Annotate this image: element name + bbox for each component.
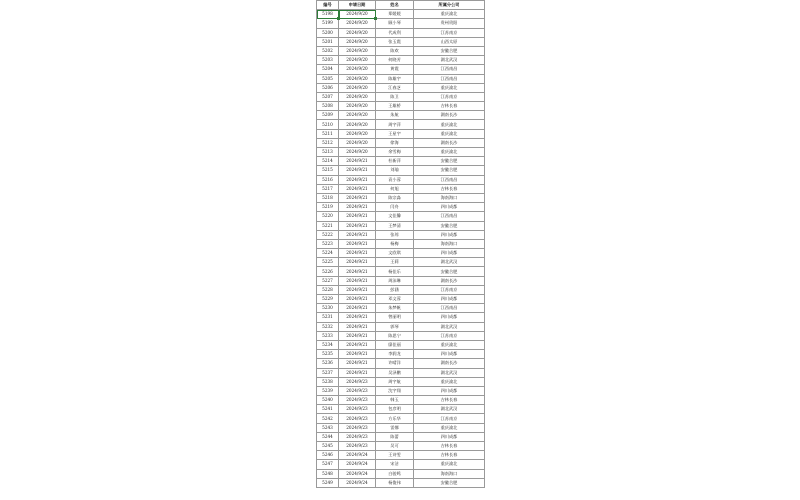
cell-name[interactable]: 周沫琳 — [376, 276, 414, 285]
cell-id[interactable]: 5244 — [317, 432, 339, 441]
cell-name[interactable]: 刘瑜 — [376, 166, 414, 175]
table-row — [317, 65, 485, 74]
table-row — [317, 432, 485, 441]
cell-id[interactable]: 5229 — [317, 295, 339, 304]
cell-date[interactable]: 2024/9/20 — [339, 92, 376, 101]
cell-name[interactable]: 袁小蓉 — [376, 175, 414, 184]
cell-branch[interactable]: 湖南长沙 — [414, 111, 485, 120]
spreadsheet — [316, 0, 484, 488]
cell-name[interactable]: 陈宗淼 — [376, 193, 414, 202]
cell-id[interactable]: 5247 — [317, 460, 339, 469]
header-row — [317, 1, 485, 10]
cell-name[interactable]: 廖佳丽 — [376, 340, 414, 349]
cell-id[interactable]: 5237 — [317, 368, 339, 377]
cell-date[interactable]: 2024/9/23 — [339, 432, 376, 441]
cell-date[interactable]: 2024/9/21 — [339, 230, 376, 239]
cell-branch[interactable]: 四川成都 — [414, 295, 485, 304]
cell-date[interactable]: 2024/9/21 — [339, 313, 376, 322]
header-branch[interactable]: 所属分公司 — [414, 1, 485, 10]
cell-branch[interactable]: 江西南昌 — [414, 304, 485, 313]
cell-name[interactable]: 杨佳乐 — [376, 267, 414, 276]
cell-id[interactable]: 5249 — [317, 478, 339, 487]
cell-name[interactable]: 王雄桥 — [376, 102, 414, 111]
cell-name[interactable]: 黄霞 — [376, 65, 414, 74]
table-row — [317, 212, 485, 221]
cell-id[interactable]: 5228 — [317, 285, 339, 294]
cell-branch[interactable]: 重庆渝北 — [414, 10, 485, 19]
cell-branch[interactable]: 江苏南京 — [414, 331, 485, 340]
cell-date[interactable]: 2024/9/20 — [339, 111, 376, 120]
table-row — [317, 460, 485, 469]
header-name[interactable]: 姓名 — [376, 1, 414, 10]
cell-name[interactable]: 朱航 — [376, 111, 414, 120]
cell-name[interactable]: 闫舟 — [376, 203, 414, 212]
cell-name[interactable]: 许晴洋 — [376, 359, 414, 368]
cell-date[interactable]: 2024/9/21 — [339, 276, 376, 285]
cell-id[interactable]: 5243 — [317, 423, 339, 432]
cell-branch[interactable]: 四川成都 — [414, 249, 485, 258]
cell-name[interactable]: 王星宇 — [376, 129, 414, 138]
cell-date[interactable]: 2024/9/23 — [339, 386, 376, 395]
cell-branch[interactable]: 四川成都 — [414, 230, 485, 239]
cell-date[interactable]: 2024/9/24 — [339, 460, 376, 469]
table-row — [317, 469, 485, 478]
cell-date[interactable]: 2024/9/20 — [339, 10, 376, 19]
cell-id[interactable]: 5242 — [317, 414, 339, 423]
cell-branch[interactable]: 重庆渝北 — [414, 120, 485, 129]
cell-date[interactable]: 2024/9/21 — [339, 285, 376, 294]
cell-date[interactable]: 2024/9/21 — [339, 304, 376, 313]
cell-branch[interactable]: 江西南昌 — [414, 65, 485, 74]
table-row — [317, 368, 485, 377]
cell-id[interactable]: 5241 — [317, 405, 339, 414]
cell-date[interactable]: 2024/9/20 — [339, 65, 376, 74]
cell-date[interactable]: 2024/9/21 — [339, 212, 376, 221]
cell-branch[interactable]: 江苏南京 — [414, 28, 485, 37]
cell-name[interactable]: 吴泽鹏 — [376, 368, 414, 377]
table-row — [317, 478, 485, 487]
cell-branch[interactable]: 海南海口 — [414, 193, 485, 202]
table-row — [317, 157, 485, 166]
cell-id[interactable]: 5221 — [317, 221, 339, 230]
table-row — [317, 304, 485, 313]
cell-date[interactable]: 2024/9/23 — [339, 377, 376, 386]
cell-id[interactable]: 5205 — [317, 74, 339, 83]
cell-date[interactable]: 2024/9/21 — [339, 331, 376, 340]
header-id[interactable]: 编号 — [317, 1, 339, 10]
data-table — [316, 0, 485, 488]
cell-name[interactable]: 李润龙 — [376, 350, 414, 359]
cell-branch[interactable]: 重庆渝北 — [414, 377, 485, 386]
cell-id[interactable]: 5236 — [317, 359, 339, 368]
cell-id[interactable]: 5230 — [317, 304, 339, 313]
table-row — [317, 423, 485, 432]
cell-id[interactable]: 5235 — [317, 350, 339, 359]
table-row — [317, 184, 485, 193]
cell-id[interactable]: 5225 — [317, 258, 339, 267]
cell-name[interactable]: 陈蕾 — [376, 432, 414, 441]
table-row — [317, 10, 485, 19]
cell-branch[interactable]: 吉林长春 — [414, 442, 485, 451]
cell-date[interactable]: 2024/9/20 — [339, 83, 376, 92]
cell-date[interactable]: 2024/9/21 — [339, 368, 376, 377]
fill-handle[interactable] — [337, 17, 340, 20]
cell-date[interactable]: 2024/9/23 — [339, 442, 376, 451]
table-row — [317, 175, 485, 184]
cell-name[interactable]: 王梦清 — [376, 221, 414, 230]
cell-branch[interactable]: 江西南昌 — [414, 175, 485, 184]
cell-id[interactable]: 5207 — [317, 92, 339, 101]
cell-branch[interactable]: 安徽合肥 — [414, 267, 485, 276]
table-row — [317, 239, 485, 248]
cell-date[interactable]: 2024/9/21 — [339, 267, 376, 276]
cell-date[interactable]: 2024/9/21 — [339, 166, 376, 175]
table-row — [317, 129, 485, 138]
table-row — [317, 203, 485, 212]
cell-name[interactable]: 徐海 — [376, 138, 414, 147]
cell-date[interactable]: 2024/9/21 — [339, 157, 376, 166]
cell-branch[interactable]: 安徽合肥 — [414, 221, 485, 230]
table-row — [317, 451, 485, 460]
cell-date[interactable]: 2024/9/21 — [339, 203, 376, 212]
cell-name[interactable]: 雷娜 — [376, 423, 414, 432]
cell-id[interactable]: 5202 — [317, 46, 339, 55]
cell-branch[interactable]: 江苏南京 — [414, 92, 485, 101]
cell-date[interactable]: 2024/9/20 — [339, 74, 376, 83]
cell-name[interactable]: 白骏鸣 — [376, 469, 414, 478]
cell-name[interactable]: 邓文蓉 — [376, 295, 414, 304]
cell-date[interactable]: 2024/9/21 — [339, 249, 376, 258]
cell-date[interactable]: 2024/9/21 — [339, 239, 376, 248]
cell-id[interactable]: 5245 — [317, 442, 339, 451]
cell-id[interactable]: 5234 — [317, 340, 339, 349]
table-row — [317, 120, 485, 129]
table-row — [317, 285, 485, 294]
cell-branch[interactable]: 重庆渝北 — [414, 460, 485, 469]
table-row — [317, 37, 485, 46]
cell-date[interactable]: 2024/9/23 — [339, 423, 376, 432]
cell-branch[interactable]: 湖北武汉 — [414, 56, 485, 65]
cell-date[interactable]: 2024/9/20 — [339, 120, 376, 129]
cell-name[interactable]: 韩玉 — [376, 396, 414, 405]
cell-branch[interactable]: 重庆渝北 — [414, 129, 485, 138]
table-row — [317, 166, 485, 175]
cell-id[interactable]: 5216 — [317, 175, 339, 184]
cell-name[interactable]: 朱梦帆 — [376, 304, 414, 313]
table-row — [317, 359, 485, 368]
cell-name[interactable]: 文佳馨 — [376, 212, 414, 221]
cell-date[interactable]: 2024/9/20 — [339, 56, 376, 65]
table-row — [317, 267, 485, 276]
cell-date[interactable]: 2024/9/20 — [339, 148, 376, 157]
cell-name[interactable]: 郑媛媛 — [376, 10, 414, 19]
cell-branch[interactable]: 湖南长沙 — [414, 359, 485, 368]
cell-name[interactable]: 顾小琴 — [376, 19, 414, 28]
table-row — [317, 83, 485, 92]
cell-name[interactable]: 曾丽明 — [376, 313, 414, 322]
table-row — [317, 350, 485, 359]
cell-id[interactable]: 5208 — [317, 102, 339, 111]
cell-date[interactable]: 2024/9/20 — [339, 102, 376, 111]
cell-id[interactable]: 5222 — [317, 230, 339, 239]
cell-id[interactable]: 5209 — [317, 111, 339, 120]
cell-branch[interactable]: 安徽合肥 — [414, 157, 485, 166]
cell-name[interactable]: 陈卫 — [376, 92, 414, 101]
cell-branch[interactable]: 湖北武汉 — [414, 405, 485, 414]
table-row — [317, 46, 485, 55]
cell-branch[interactable]: 湖北武汉 — [414, 322, 485, 331]
table-row — [317, 249, 485, 258]
cell-name[interactable]: 杨俊伟 — [376, 478, 414, 487]
cell-name[interactable]: 文欣琪 — [376, 249, 414, 258]
cell-id[interactable]: 5248 — [317, 469, 339, 478]
cell-id[interactable]: 5198 — [317, 10, 339, 19]
cell-branch[interactable]: 四川成都 — [414, 350, 485, 359]
table-row — [317, 442, 485, 451]
cell-name[interactable]: 吴可 — [376, 442, 414, 451]
cell-branch[interactable]: 湖北武汉 — [414, 368, 485, 377]
cell-date[interactable]: 2024/9/21 — [339, 184, 376, 193]
cell-branch[interactable]: 江苏南京 — [414, 285, 485, 294]
cell-name[interactable]: 何晓芳 — [376, 56, 414, 65]
cell-branch[interactable]: 吉林长春 — [414, 184, 485, 193]
cell-branch[interactable]: 吉林长春 — [414, 102, 485, 111]
cell-id[interactable]: 5219 — [317, 203, 339, 212]
cell-id[interactable]: 5218 — [317, 193, 339, 202]
cell-id[interactable]: 5227 — [317, 276, 339, 285]
cell-id[interactable]: 5201 — [317, 37, 339, 46]
cell-date[interactable]: 2024/9/20 — [339, 28, 376, 37]
cell-date[interactable]: 2024/9/24 — [339, 451, 376, 460]
cell-branch[interactable]: 吉林长春 — [414, 451, 485, 460]
cell-date[interactable]: 2024/9/21 — [339, 221, 376, 230]
cell-branch[interactable]: 四川成都 — [414, 386, 485, 395]
cell-branch[interactable]: 江苏南京 — [414, 414, 485, 423]
cell-date[interactable]: 2024/9/21 — [339, 295, 376, 304]
cell-id[interactable]: 5214 — [317, 157, 339, 166]
cell-id[interactable]: 5220 — [317, 212, 339, 221]
cell-date[interactable]: 2024/9/20 — [339, 129, 376, 138]
cell-id[interactable]: 5203 — [317, 56, 339, 65]
table-row — [317, 148, 485, 157]
cell-date[interactable]: 2024/9/24 — [339, 478, 376, 487]
table-row — [317, 331, 485, 340]
cell-name[interactable]: 陈思宁 — [376, 331, 414, 340]
cell-branch[interactable]: 安徽合肥 — [414, 46, 485, 55]
cell-id[interactable]: 5211 — [317, 129, 339, 138]
table-row — [317, 377, 485, 386]
table-row — [317, 138, 485, 147]
cell-id[interactable]: 5239 — [317, 386, 339, 395]
cell-date[interactable]: 2024/9/23 — [339, 414, 376, 423]
cell-date[interactable]: 2024/9/20 — [339, 19, 376, 28]
cell-name[interactable]: 方乐华 — [376, 414, 414, 423]
cell-branch[interactable]: 湖北武汉 — [414, 258, 485, 267]
cell-id[interactable]: 5199 — [317, 19, 339, 28]
table-row — [317, 322, 485, 331]
cell-branch[interactable]: 湖南长沙 — [414, 138, 485, 147]
table-row — [317, 313, 485, 322]
cell-name[interactable]: 沈宇翔 — [376, 386, 414, 395]
cell-id[interactable]: 5217 — [317, 184, 339, 193]
cell-branch[interactable]: 四川成都 — [414, 432, 485, 441]
cell-name[interactable]: 宋洁 — [376, 460, 414, 469]
table-row — [317, 111, 485, 120]
cell-name[interactable]: 杨梅 — [376, 239, 414, 248]
cell-branch[interactable]: 安徽合肥 — [414, 166, 485, 175]
cell-id[interactable]: 5213 — [317, 148, 339, 157]
cell-name[interactable]: 代成利 — [376, 28, 414, 37]
fill-handle[interactable] — [374, 17, 377, 20]
cell-branch[interactable]: 山西太原 — [414, 37, 485, 46]
cell-date[interactable]: 2024/9/23 — [339, 396, 376, 405]
cell-date[interactable]: 2024/9/20 — [339, 37, 376, 46]
table-row — [317, 102, 485, 111]
cell-name[interactable]: 包彦明 — [376, 405, 414, 414]
table-row — [317, 405, 485, 414]
cell-name[interactable]: 彭涵 — [376, 285, 414, 294]
cell-date[interactable]: 2024/9/21 — [339, 350, 376, 359]
cell-branch[interactable]: 安徽合肥 — [414, 478, 485, 487]
cell-branch[interactable]: 贵州贵阳 — [414, 19, 485, 28]
table-row — [317, 258, 485, 267]
cell-id[interactable]: 5200 — [317, 28, 339, 37]
cell-name[interactable]: 王莉 — [376, 258, 414, 267]
table-row — [317, 56, 485, 65]
table-row — [317, 295, 485, 304]
cell-name[interactable]: 杜新萍 — [376, 157, 414, 166]
cell-id[interactable]: 5240 — [317, 396, 339, 405]
cell-id[interactable]: 5206 — [317, 83, 339, 92]
table-row — [317, 28, 485, 37]
cell-id[interactable]: 5232 — [317, 322, 339, 331]
cell-date[interactable]: 2024/9/20 — [339, 138, 376, 147]
table-row — [317, 396, 485, 405]
cell-branch[interactable]: 海南海口 — [414, 239, 485, 248]
cell-date[interactable]: 2024/9/23 — [339, 405, 376, 414]
cell-date[interactable]: 2024/9/21 — [339, 193, 376, 202]
cell-name[interactable]: 张玉霞 — [376, 37, 414, 46]
cell-id[interactable]: 5238 — [317, 377, 339, 386]
table-row — [317, 19, 485, 28]
cell-branch[interactable]: 四川成都 — [414, 203, 485, 212]
table-row — [317, 340, 485, 349]
cell-date[interactable]: 2024/9/21 — [339, 175, 376, 184]
cell-branch[interactable]: 重庆渝北 — [414, 148, 485, 157]
cell-branch[interactable]: 江西南昌 — [414, 74, 485, 83]
table-row — [317, 276, 485, 285]
cell-id[interactable]: 5224 — [317, 249, 339, 258]
table-row — [317, 386, 485, 395]
table-row — [317, 230, 485, 239]
cell-date[interactable]: 2024/9/21 — [339, 359, 376, 368]
table-row — [317, 414, 485, 423]
cell-branch[interactable]: 重庆渝北 — [414, 340, 485, 349]
cell-name[interactable]: 周宇萍 — [376, 120, 414, 129]
cell-date[interactable]: 2024/9/20 — [339, 46, 376, 55]
table-row — [317, 221, 485, 230]
cell-id[interactable]: 5210 — [317, 120, 339, 129]
cell-name[interactable]: 陈欢 — [376, 46, 414, 55]
cell-name[interactable]: 何旭 — [376, 184, 414, 193]
cell-id[interactable]: 5223 — [317, 239, 339, 248]
cell-name[interactable]: 周宇航 — [376, 377, 414, 386]
cell-name[interactable]: 余雪梅 — [376, 148, 414, 157]
cell-date[interactable]: 2024/9/21 — [339, 340, 376, 349]
cell-id[interactable]: 5212 — [317, 138, 339, 147]
cell-name[interactable]: 王诗雯 — [376, 451, 414, 460]
cell-date[interactable]: 2024/9/24 — [339, 469, 376, 478]
cell-id[interactable]: 5226 — [317, 267, 339, 276]
cell-branch[interactable]: 吉林长春 — [414, 396, 485, 405]
table-row — [317, 74, 485, 83]
cell-id[interactable]: 5246 — [317, 451, 339, 460]
cell-name[interactable]: 张琼 — [376, 230, 414, 239]
header-date[interactable]: 申请日期 — [339, 1, 376, 10]
cell-name[interactable]: 陈雄宇 — [376, 74, 414, 83]
cell-branch[interactable]: 江西南昌 — [414, 212, 485, 221]
cell-id[interactable]: 5215 — [317, 166, 339, 175]
cell-id[interactable]: 5233 — [317, 331, 339, 340]
table-row — [317, 193, 485, 202]
cell-date[interactable]: 2024/9/21 — [339, 322, 376, 331]
cell-name[interactable]: 郭琴 — [376, 322, 414, 331]
cell-branch[interactable]: 重庆渝北 — [414, 83, 485, 92]
cell-branch[interactable]: 海南海口 — [414, 469, 485, 478]
cell-branch[interactable]: 湖南长沙 — [414, 276, 485, 285]
cell-branch[interactable]: 四川成都 — [414, 313, 485, 322]
table-row — [317, 92, 485, 101]
cell-id[interactable]: 5231 — [317, 313, 339, 322]
cell-name[interactable]: 江春芝 — [376, 83, 414, 92]
cell-branch[interactable]: 重庆渝北 — [414, 423, 485, 432]
cell-date[interactable]: 2024/9/21 — [339, 258, 376, 267]
cell-id[interactable]: 5204 — [317, 65, 339, 74]
